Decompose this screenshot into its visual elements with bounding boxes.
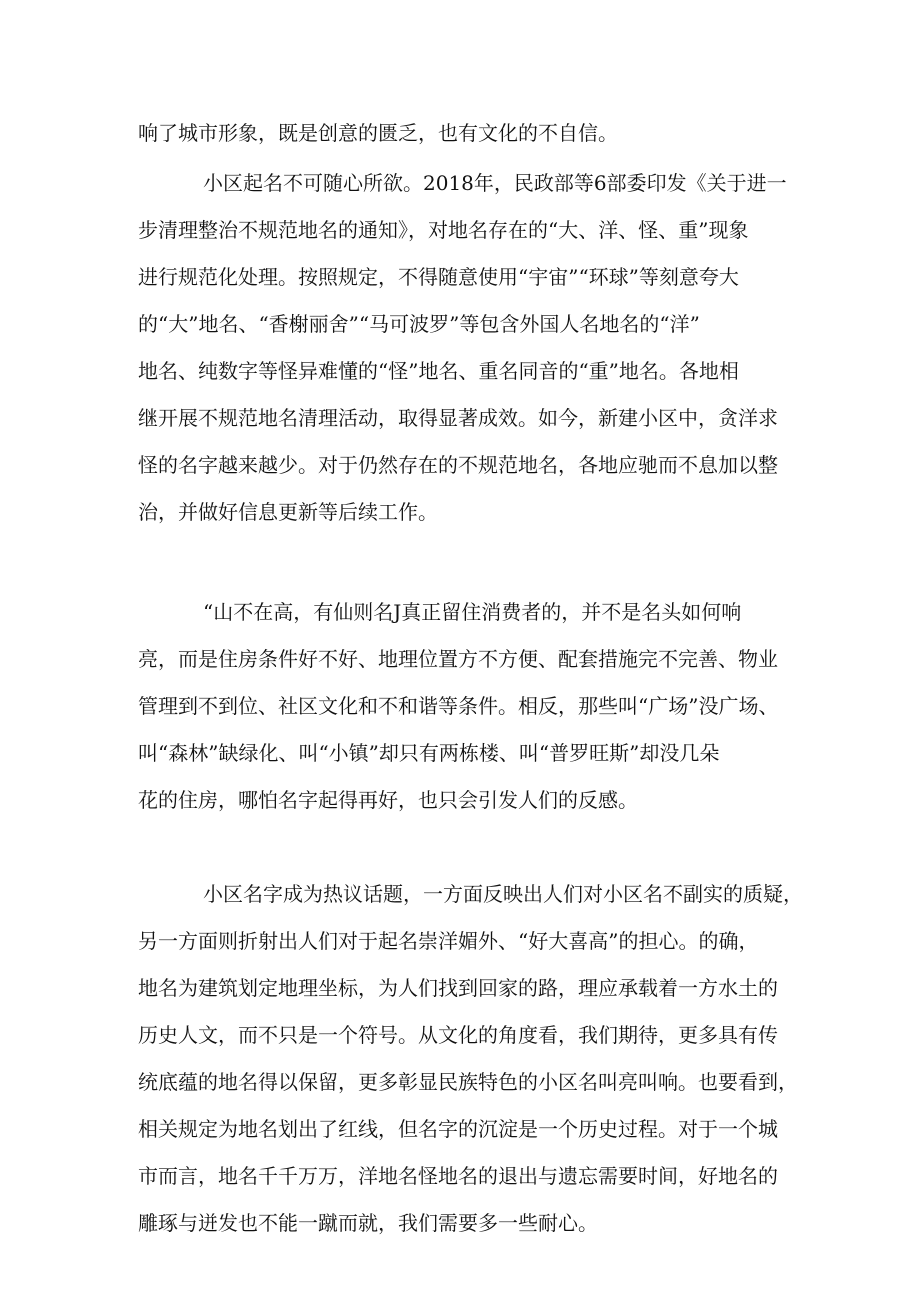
text-line: 雕琢与迸发也不能一蹴而就，我们需要多一些耐心。 bbox=[138, 1211, 598, 1235]
paragraph-start-line: 小区名字成为热议话题，一方面反映出人们对小区名不副实的质疑， bbox=[203, 882, 803, 906]
paragraph-start-line: 小区起名不可随心所欲。2018年，民政部等6部委印发《关于进一 bbox=[203, 171, 787, 195]
text-line: 继开展不规范地名清理活动，取得显著成效。如今，新建小区中，贪洋求 bbox=[138, 406, 778, 430]
text-line: 市而言，地名千千万万，洋地名怪地名的退出与遗忘需要时间，好地名的 bbox=[138, 1164, 778, 1188]
text-line: 治，并做好信息更新等后续工作。 bbox=[138, 500, 438, 524]
text-line: 步清理整治不规范地名的通知》，对地名存在的“大、洋、怪、重”现象 bbox=[138, 218, 749, 242]
text-line: 相关规定为地名划出了红线，但名字的沉淀是一个历史过程。对于一个城 bbox=[138, 1117, 778, 1141]
text-line: 响了城市形象，既是创意的匮乏，也有文化的不自信。 bbox=[138, 121, 618, 145]
paragraph-start-line: “山不在高，有仙则名J真正留住消费者的，并不是名头如何响 bbox=[203, 600, 742, 624]
text-line: 地名为建筑划定地理坐标，为人们找到回家的路，理应承载着一方水土的 bbox=[138, 976, 778, 1000]
text-line: 亮，而是住房条件好不好、地理位置方不方便、配套措施完不完善、物业 bbox=[138, 647, 778, 671]
text-line: 叫“森林”缺绿化、叫“小镇”却只有两栋楼、叫“普罗旺斯”却没几朵 bbox=[138, 741, 720, 765]
text-line: 管理到不到位、社区文化和不和谐等条件。相反，那些叫“广场”没广场、 bbox=[138, 694, 779, 718]
text-line: 的“大”地名、“香榭丽舍”“马可波罗”等包含外国人名地名的“洋” bbox=[138, 312, 700, 336]
text-line: 历史人文，而不只是一个符号。从文化的角度看，我们期待，更多具有传 bbox=[138, 1023, 778, 1047]
text-line: 花的住房，哪怕名字起得再好，也只会引发人们的反感。 bbox=[138, 788, 638, 812]
text-line: 怪的名字越来越少。对于仍然存在的不规范地名，各地应驰而不息加以整 bbox=[138, 453, 778, 477]
text-line: 地名、纯数字等怪异难懂的“怪”地名、重名同音的“重”地名。各地相 bbox=[138, 359, 739, 383]
text-line: 进行规范化处理。按照规定，不得随意使用“宇宙”“环球”等刻意夸大 bbox=[138, 265, 739, 289]
text-line: 另一方面则折射出人们对于起名崇洋媚外、“好大喜高”的担心。的确， bbox=[138, 929, 759, 953]
text-line: 统底蕴的地名得以保留，更多彰显民族特色的小区名叫亮叫响。也要看到， bbox=[138, 1070, 798, 1094]
